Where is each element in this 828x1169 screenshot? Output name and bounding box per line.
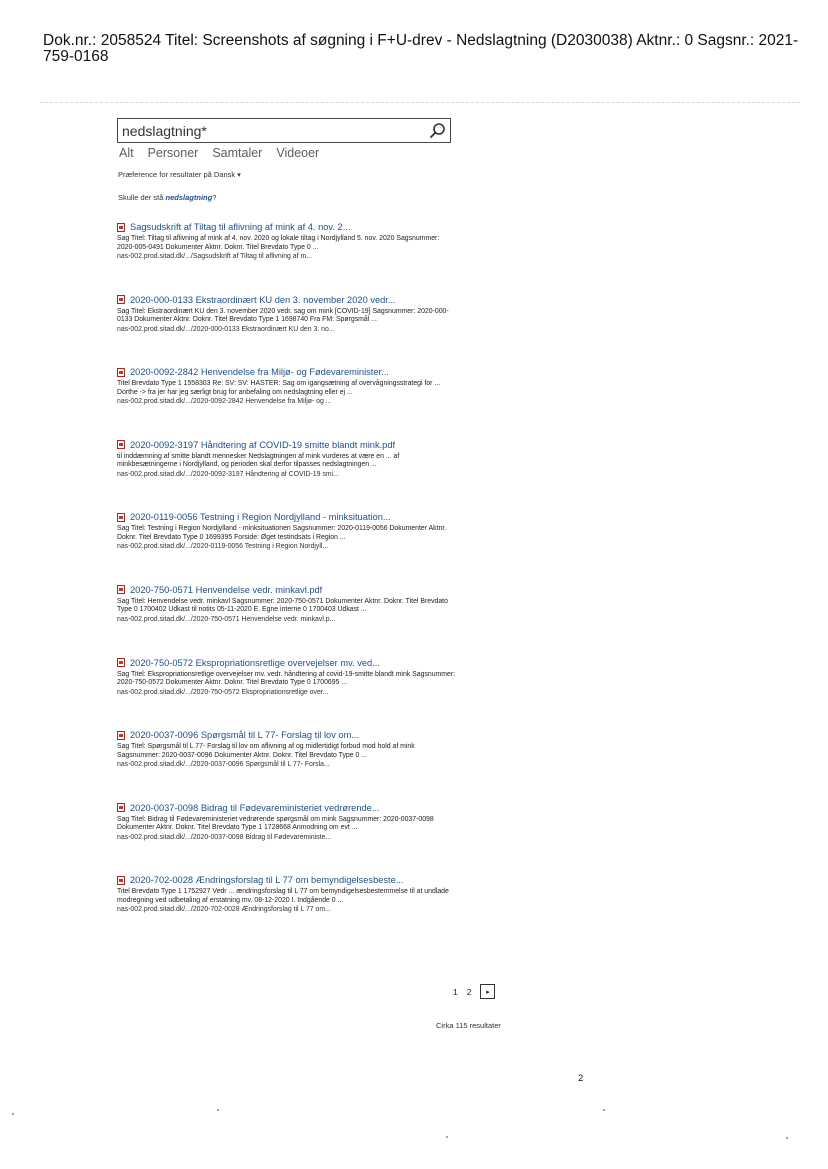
search-result — [117, 510, 457, 583]
result-title[interactable] — [117, 510, 457, 524]
pdf-file-icon — [117, 803, 125, 812]
result-url: nas-002.prod.sitad.dk/.../2020-0092-3197 Håndtering af COVID-19 smi... — [117, 470, 339, 478]
result-title-text[interactable]: 2020-750-0571 Henvendelse vedr. minkavl.pdf — [130, 584, 323, 595]
pdf-file-icon — [117, 223, 125, 232]
result-url: nas-002.prod.sitad.dk/.../2020-0037-0098 Bidrag til Fødevareministe... — [117, 833, 332, 841]
page-1-link[interactable]: 1 — [453, 986, 458, 997]
result-title[interactable] — [117, 728, 457, 742]
result-title-text[interactable]: Sagsudskrift af Tiltag til aflivning af mink af 4. nov. 2... — [130, 222, 351, 232]
result-title[interactable] — [117, 438, 457, 452]
result-title[interactable] — [117, 583, 457, 597]
result-title-text[interactable]: 2020-0037-0098 Bidrag til Fødevareministeriet vedrørende... — [130, 802, 380, 813]
result-snippet: Sag Titel: Ekstraordinært KU den 3. november 2020 vedr. sag om mink [COVID-19] Sagsnummer: 2020-000-0133 Dokumenter Aktnr. Doknr. Titel Brevdato Type 1 1698740 Fra FM: Spørgsmål ... — [117, 307, 449, 324]
next-page-button[interactable] — [480, 984, 495, 999]
pdf-file-icon — [117, 295, 125, 304]
did-you-mean-suffix: ? — [212, 193, 217, 202]
scan-speck — [446, 1136, 448, 1138]
result-title[interactable] — [117, 801, 457, 815]
pdf-file-icon — [117, 513, 125, 522]
result-snippet: Sag Titel: Bidrag til Fødevareministeriet vedrørende spørgsmål om mink Sagsnummer: 2020-0037-0098 Dokumenter Aktnr. Doknr. Titel Brevdato Type 1 1728668 Anmodning om evt ... — [117, 815, 434, 832]
pdf-file-icon — [117, 731, 125, 740]
result-title[interactable] — [117, 873, 457, 887]
search-result — [117, 801, 457, 874]
search-result — [117, 583, 457, 656]
pdf-file-icon — [117, 658, 125, 667]
result-title-text[interactable]: 2020-750-0572 Ekspropriationsretlige overvejelser mv. ved... — [130, 657, 380, 668]
page-2-link[interactable]: 2 — [466, 986, 472, 997]
result-url: nas-002.prod.sitad.dk/.../2020-0037-0096 Spørgsmål til L 77- Forsla... — [117, 761, 330, 769]
result-url: nas-002.prod.sitad.dk/.../2020-0092-2842 Henvendelse fra Miljø- og ... — [117, 398, 332, 406]
pdf-file-icon — [117, 368, 125, 377]
result-title-text[interactable]: 2020-0037-0096 Spørgsmål til L 77- Forslag til lov om... — [130, 730, 360, 741]
result-title[interactable] — [117, 656, 457, 670]
result-url: nas-002.prod.sitad.dk/.../2020-0119-0056 Testning i Region Nordjyll... — [117, 543, 329, 551]
pdf-file-icon — [117, 585, 125, 594]
did-you-mean — [118, 193, 216, 202]
result-snippet: Sag Titel: Henvendelse vedr. minkavl Sagsnummer: 2020-750-0571 Dokumenter Aktnr. Doknr. Titel Brevdato Type 0 1700402 Udkast til notits 05-11-2020 E. Egne interne 0 1700403 Udkast ... — [117, 597, 448, 614]
search-tabs — [119, 146, 319, 160]
language-preference-label: Præference for resultater på Dansk — [118, 170, 236, 179]
search-icon[interactable] — [429, 122, 446, 139]
search-result — [117, 438, 457, 511]
search-result — [117, 728, 457, 801]
scan-speck — [786, 1137, 788, 1139]
chevron-down-icon: ▾ — [237, 172, 241, 179]
tab-alt[interactable]: Alt — [119, 146, 134, 160]
result-snippet: til inddæmning af smitte blandt mennesker Nedslagtningen af mink vurderes at være en ... af minkbesætningerne i Nordjylland, og perioden skal derfor tilpasses nedslagtningen ... — [117, 452, 400, 469]
scan-speck — [603, 1109, 605, 1111]
result-title[interactable] — [117, 293, 457, 307]
search-result — [117, 365, 457, 438]
result-title-text[interactable]: 2020-702-0028 Ændringsforslag til L 77 om bemyndigelsesbeste... — [130, 875, 404, 886]
result-snippet: Sag Titel: Tiltag til aflivning af mink af 4. nov. 2020 og lokale tiltag i Nordjylland 5. nov. 2020 Sagsnummer: 2020-005-0491 Dokumenter Aktnr. Doknr. Titel Brevdato Type 0 ... — [117, 235, 440, 251]
scan-divider — [40, 102, 800, 103]
did-you-mean-prefix: Skulle der stå — [118, 193, 166, 202]
tab-samtaler[interactable]: Samtaler — [212, 146, 263, 160]
result-url: nas-002.prod.sitad.dk/.../2020-000-0133 Ekstraordinært KU den 3. no... — [117, 325, 335, 333]
search-box[interactable] — [117, 118, 451, 143]
search-result — [117, 293, 457, 366]
scan-speck — [12, 1113, 14, 1115]
result-snippet: Titel Brevdato Type 1 1752927 Vedr ... ændringsforslag til L 77 om bemyndigelsesbestemmelse til at undlade modregning ved udbetaling af erstatning mv. 08-12-2020 I. Indgående 0 ... — [117, 888, 449, 904]
result-snippet: Sag Titel: Spørgsmål til L 77- Forslag til lov om aflivning af og midlertidigt forbud mod hold af mink Sagsnummer: 2020-0037-0096 Dokumenter Aktnr. Doknr. Titel Brevdato Type 0 ... — [117, 743, 415, 759]
page-number: 2 — [578, 1073, 584, 1084]
result-count: Cirka 115 resultater — [436, 1021, 501, 1030]
pagination — [453, 984, 495, 999]
search-result — [117, 220, 457, 293]
result-snippet: Titel Brevdato Type 1 1558303 Re: SV: SV: HASTER: Sag om igangsætning af overvågningsstrategi for ... Dorthe -> fra jer har jeg særligt brug for anbefaling om nedslagtning eller ej ... — [117, 380, 441, 396]
result-title[interactable] — [117, 220, 457, 234]
result-title-text[interactable]: 2020-0119-0056 Testning i Region Nordjylland - minksituation... — [130, 512, 391, 523]
result-url: nas-002.prod.sitad.dk/.../2020-750-0572 Ekspropriationsretlige over... — [117, 688, 329, 696]
pdf-file-icon — [117, 876, 125, 885]
result-url: nas-002.prod.sitad.dk/.../2020-702-0028 Ændringsforslag til L 77 om... — [117, 906, 331, 914]
document-header: Dok.nr.: 2058524 Titel: Screenshots af søgning i F+U-drev - Nedslagtning (D2030038) Aktnr.: 0 Sagsnr.: 2021-759-0168 — [43, 32, 799, 65]
tab-videoer[interactable]: Videoer — [276, 146, 320, 160]
result-snippet: Sag Titel: Ekspropriationsretlige overvejelser mv. vedr. håndtering af covid-19-smitte blandt mink Sagsnummer: 2020-750-0572 Dokumenter Aktnr. Doknr. Titel Brevdato Type 0 1700695 ... — [117, 670, 456, 687]
tab-personer[interactable]: Personer — [147, 146, 199, 160]
search-result — [117, 873, 457, 946]
did-you-mean-suggestion[interactable]: nedslagtning — [165, 193, 213, 202]
result-title-text[interactable]: 2020-0092-2842 Henvendelse fra Miljø- og Fødevareminister... — [130, 367, 389, 378]
result-snippet: Sag Titel: Testning i Region Nordjylland - minksituationen Sagsnummer: 2020-0119-0056 Dokumenter Aktnr. Doknr. Titel Brevdato Type 0 1699395 Forside: Øget testindsats i Region ... — [117, 525, 447, 541]
language-preference[interactable] — [118, 170, 241, 179]
result-url: nas-002.prod.sitad.dk/.../Sagsudskrift af Tiltag til aflivning af m... — [117, 253, 312, 260]
chevron-right-icon: ▸ — [486, 988, 490, 996]
search-result — [117, 656, 457, 729]
result-title-text[interactable]: 2020-000-0133 Ekstraordinært KU den 3. november 2020 vedr... — [130, 294, 396, 305]
pdf-file-icon — [117, 440, 125, 449]
search-input[interactable] — [122, 121, 422, 140]
result-title-text[interactable]: 2020-0092-3197 Håndtering af COVID-19 smitte blandt mink.pdf — [130, 439, 396, 450]
results-list — [117, 220, 457, 946]
result-title[interactable] — [117, 365, 457, 379]
scan-speck — [217, 1109, 219, 1111]
result-url: nas-002.prod.sitad.dk/.../2020-750-0571 Henvendelse vedr. minkavl.p... — [117, 615, 336, 623]
